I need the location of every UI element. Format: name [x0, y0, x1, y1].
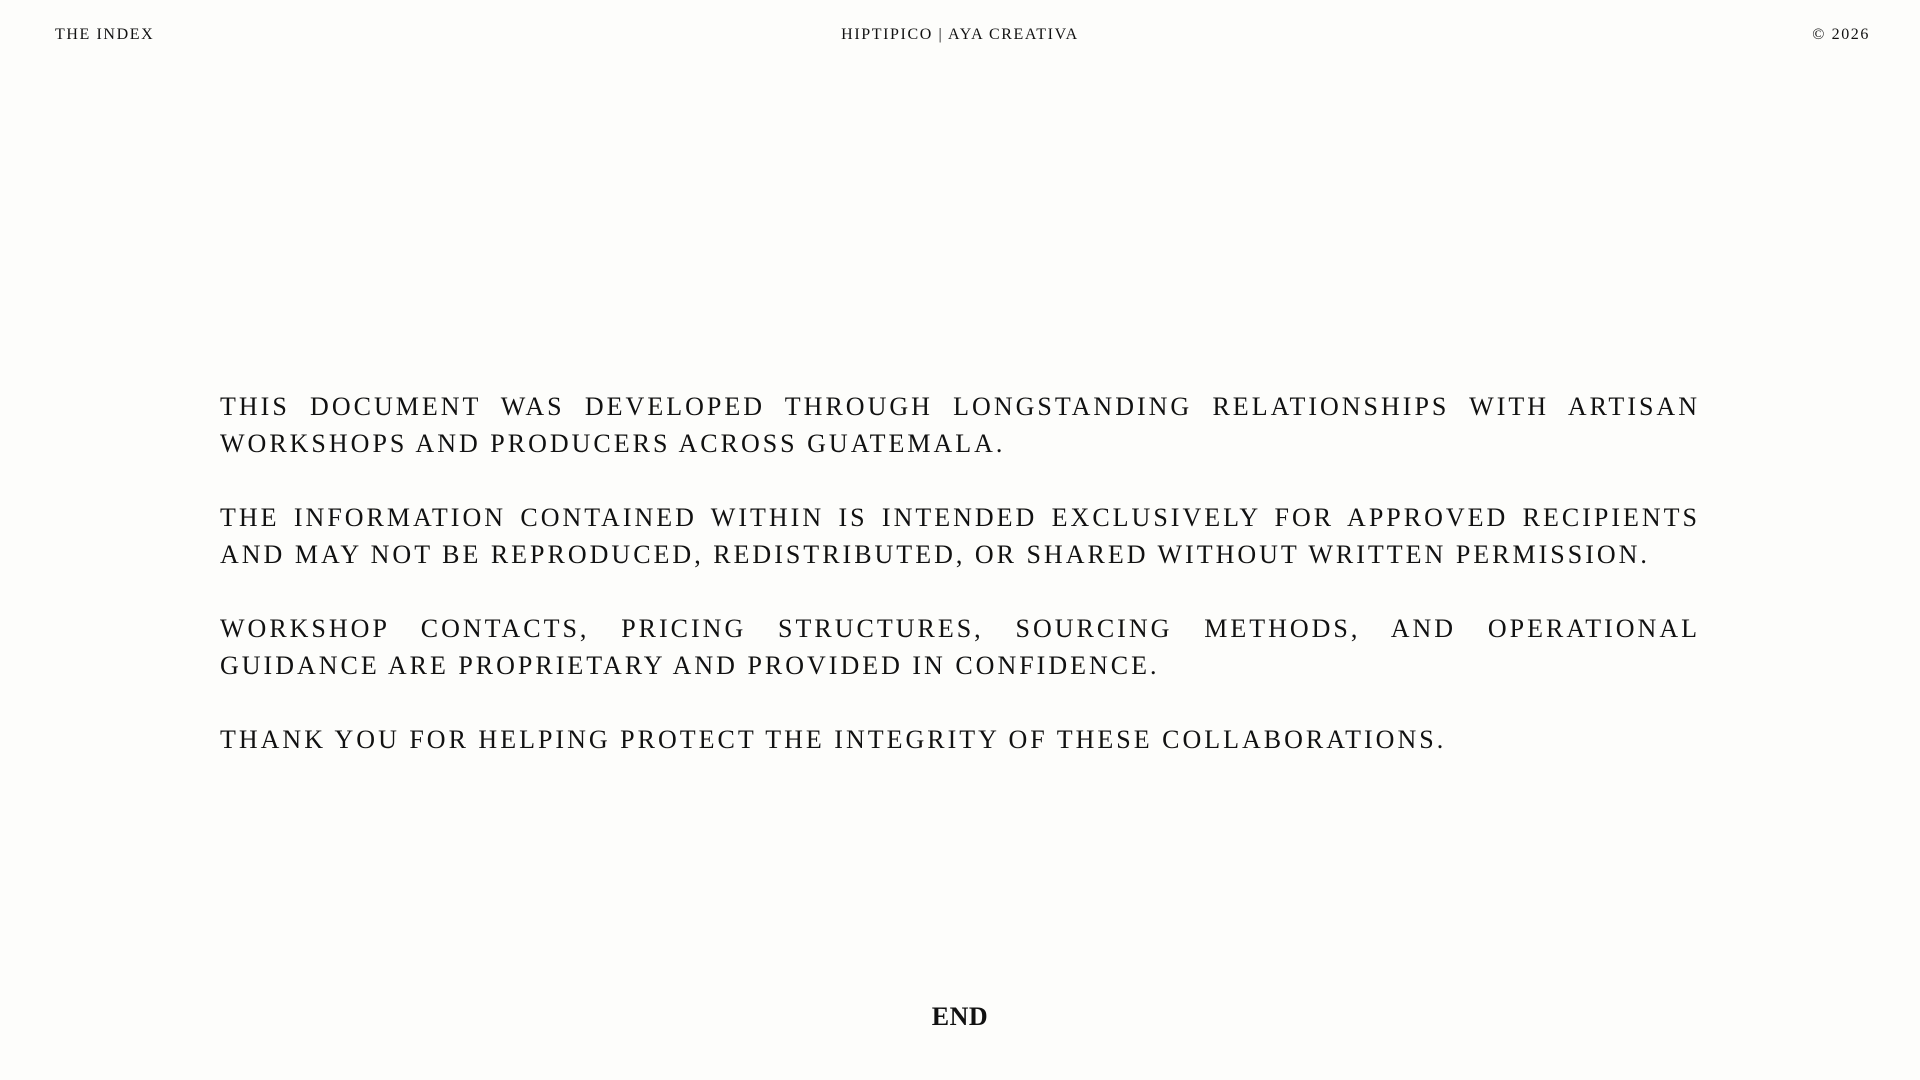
notice-paragraph-1: THIS DOCUMENT WAS DEVELOPED THROUGH LONGSTANDING RELATIONSHIPS WITH ARTISAN WORKSHOPS AND PRODUCERS ACROSS GUATEMALA. [220, 392, 1700, 458]
end-label: END [931, 1002, 989, 1031]
header-title: HIPTIPICO | AYA CREATIVA [841, 26, 1079, 43]
notice-paragraph-2: THE INFORMATION CONTAINED WITHIN IS INTENDED EXCLUSIVELY FOR APPROVED RECIPIENTS AND MAY NOT BE REPRODUCED, REDISTRIBUTED, OR SHARED WITHOUT WRITTEN PERMISSION. [220, 503, 1700, 569]
notice-paragraph-4: THANK YOU FOR HELPING PROTECT THE INTEGRITY OF THESE COLLABORATIONS. [220, 725, 1447, 754]
notice-paragraph-3: WORKSHOP CONTACTS, PRICING STRUCTURES, SOURCING METHODS, AND OPERATIONAL GUIDANCE ARE PROPRIETARY AND PROVIDED IN CONFIDENCE. [220, 614, 1700, 680]
confidentiality-notice [220, 388, 1700, 795]
header-copyright: © 2026 [1812, 26, 1870, 43]
header-index-label: THE INDEX [55, 26, 155, 43]
